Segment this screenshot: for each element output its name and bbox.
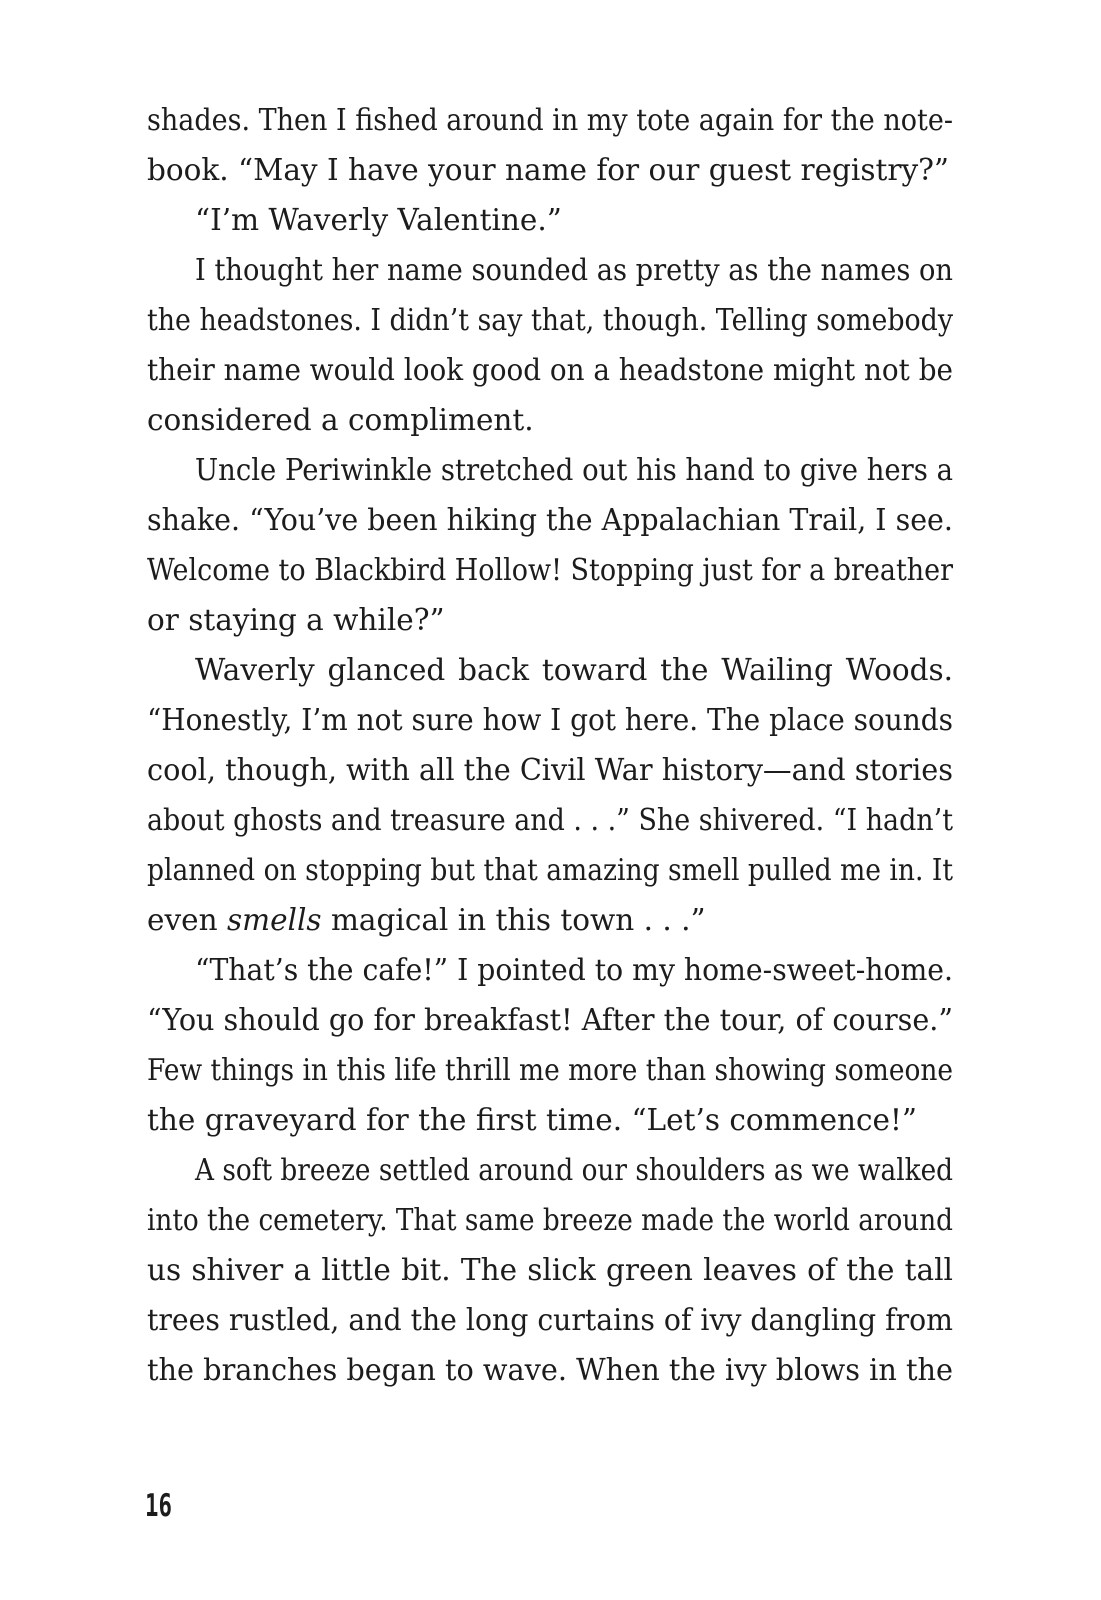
text-line: I thought her name sounded as pretty as the names on [195, 253, 953, 287]
text-line: the headstones. I didn’t say that, though. Telling somebody [147, 303, 953, 337]
text-line: “Honestly, I’m not sure how I got here. The place sounds [147, 703, 953, 737]
text-line: “I’m Waverly Valentine.” [195, 203, 562, 237]
text-line: book. “May I have your name for our guest registry?” [147, 153, 950, 187]
text-line: or staying a while?” [147, 603, 445, 637]
text-line: “You should go for breakfast! After the tour, of course.” [147, 1003, 954, 1037]
text-line: trees rustled, and the long curtains of ivy dangling from [147, 1303, 954, 1337]
page-number: 16 [145, 1488, 172, 1524]
text-line: A soft breeze settled around our shoulders as we walked [195, 1153, 954, 1187]
text-line: Welcome to Blackbird Hollow! Stopping just for a breather [147, 553, 954, 587]
text-line: their name would look good on a headstone might not be [147, 353, 953, 387]
text-line: planned on stopping but that amazing smell pulled me in. It [147, 853, 953, 887]
text-line: us shiver a little bit. The slick green leaves of the tall [147, 1253, 953, 1287]
body-text [147, 95, 953, 1395]
text-line: Waverly glanced back toward the Wailing Woods. [195, 653, 953, 687]
text-line: shake. “You’ve been hiking the Appalachian Trail, I see. [147, 503, 953, 537]
text-line: shades. Then I fished around in my tote again for the note- [147, 103, 953, 137]
text-line: “That’s the cafe!” I pointed to my home-sweet-home. [195, 953, 953, 987]
italic-word: smells [226, 903, 322, 937]
text-line: Few things in this life thrill me more than showing someone [147, 1053, 954, 1087]
text-line-with-italic [147, 895, 953, 945]
text-line: the branches began to wave. When the ivy blows in the [147, 1353, 954, 1387]
text-line: into the cemetery. That same breeze made the world around [147, 1203, 953, 1237]
text-line: cool, though, with all the Civil War history—and stories [147, 753, 954, 787]
text-line: Uncle Periwinkle stretched out his hand to give hers a [195, 453, 954, 487]
line-tail: magical in this town . . .” [321, 903, 706, 937]
line-lead: even [147, 903, 227, 937]
text-line: about ghosts and treasure and . . .” She shivered. “I hadn’t [147, 803, 954, 837]
text-line: considered a compliment. [147, 403, 534, 437]
text-line: the graveyard for the first time. “Let’s commence!” [147, 1103, 917, 1137]
